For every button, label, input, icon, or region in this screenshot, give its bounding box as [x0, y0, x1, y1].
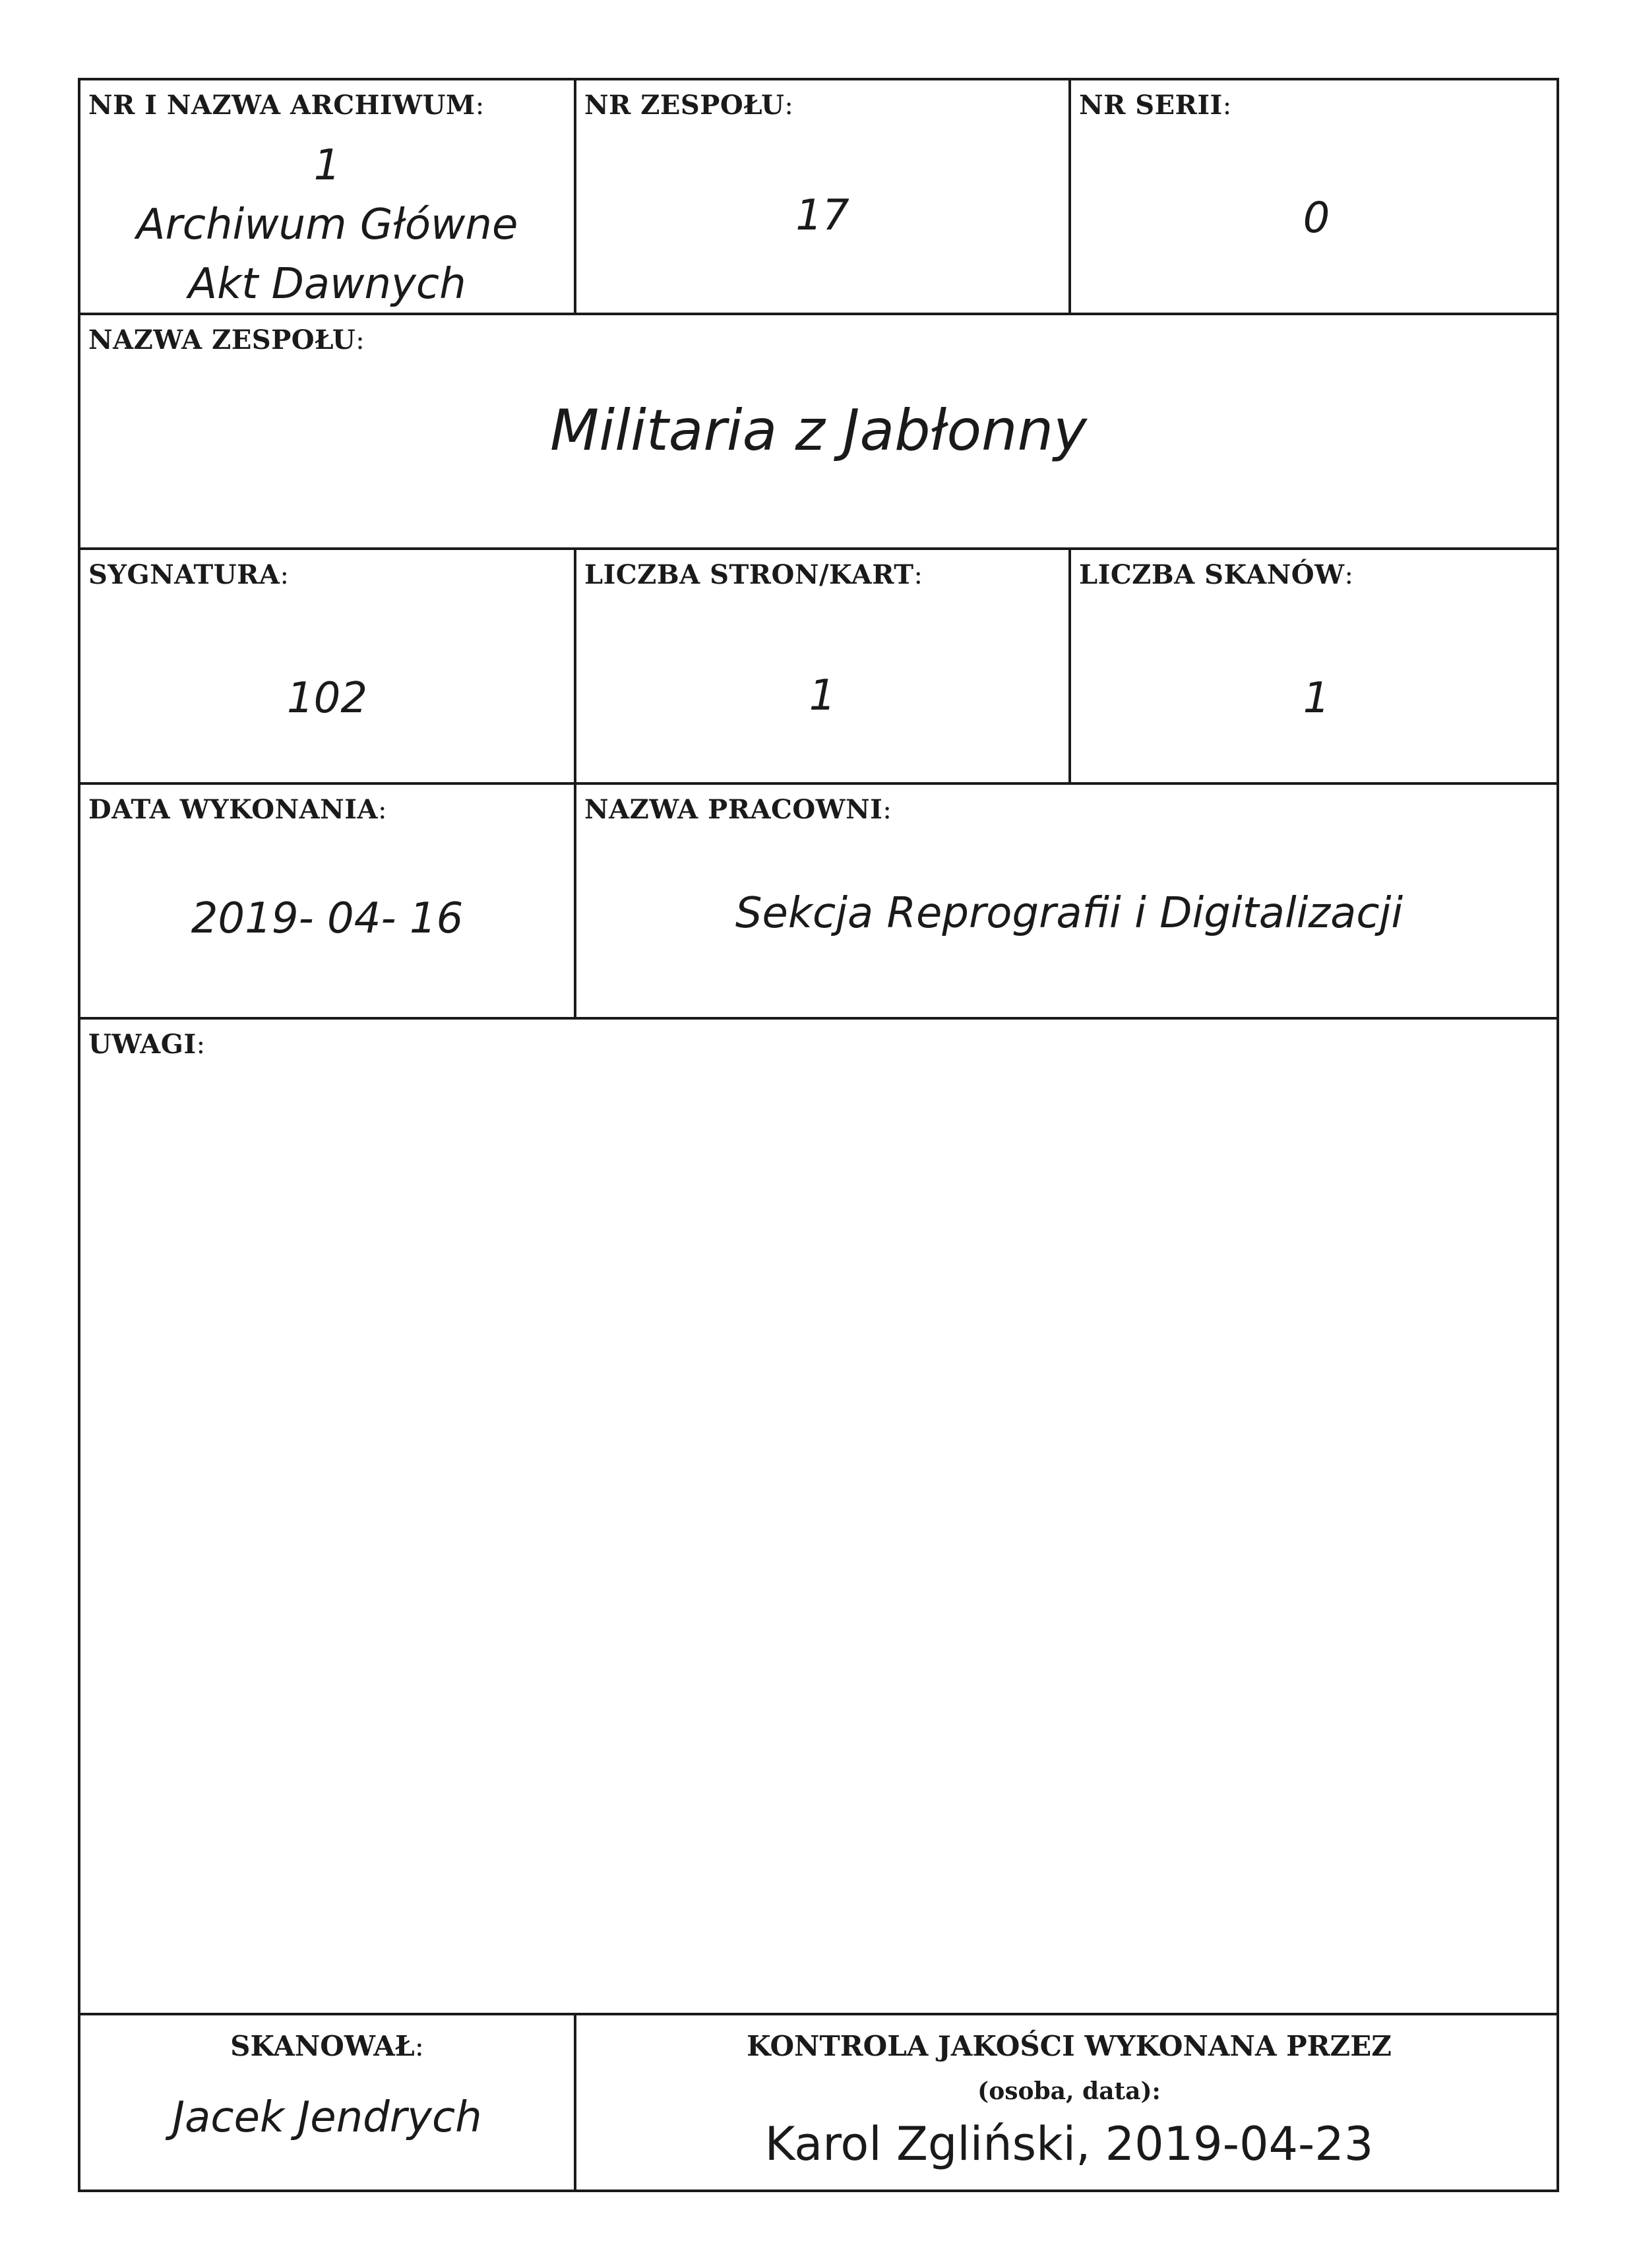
archive-label-text: NR I NAZWA ARCHIWUM	[88, 90, 476, 121]
row-fonds-name	[80, 315, 1557, 550]
archive-label: NR I NAZWA ARCHIWUM:	[88, 90, 485, 121]
archive-name-line1: Archiwum Główne	[136, 200, 518, 249]
remarks-label-text: UWAGI	[88, 1029, 197, 1060]
scans-count-value: 1	[1303, 674, 1330, 723]
row-date-workshop	[80, 785, 1557, 1020]
metadata-form	[78, 78, 1559, 2192]
row-counts	[80, 550, 1557, 785]
cell-scans-count	[1068, 550, 1562, 782]
signature-label-text: SYGNATURA	[88, 559, 280, 590]
quality-control-label: KONTROLA JAKOŚCI WYKONANA PRZEZ	[747, 2030, 1392, 2062]
row-signoff	[80, 2015, 1557, 2190]
cell-series-number	[1068, 80, 1562, 313]
pages-count-label: LICZBA STRON/KART:	[584, 559, 923, 590]
signature-label: SYGNATURA:	[88, 559, 290, 590]
cell-fonds-number	[574, 80, 1068, 313]
cell-fonds-name	[80, 315, 1557, 547]
workshop-label-text: NAZWA PRACOWNI	[584, 794, 883, 825]
workshop-value: Sekcja Reprografii i Digitalizacji	[735, 889, 1404, 938]
quality-control-sub-label-text: osoba, data	[989, 2077, 1141, 2105]
cell-workshop	[574, 785, 1562, 1017]
archive-number: 1	[313, 141, 341, 190]
scans-count-label: LICZBA SKANÓW:	[1079, 559, 1354, 590]
scanned-by-label-text: SKANOWAŁ	[230, 2030, 415, 2062]
row-archive	[80, 80, 1557, 315]
pages-count-label-text: LICZBA STRON/KART	[584, 559, 914, 590]
pages-count-value: 1	[809, 671, 836, 720]
remarks-label: UWAGI:	[88, 1029, 206, 1060]
fonds-number-label-text: NR ZESPOŁU	[584, 90, 785, 121]
quality-control-sub-label: (osoba, data):	[977, 2077, 1161, 2105]
fonds-name-label-text: NAZWA ZESPOŁU	[88, 324, 356, 355]
series-number-label-text: NR SERII	[1079, 90, 1223, 121]
scans-count-label-text: LICZBA SKANÓW	[1079, 559, 1345, 590]
cell-scanned-by	[80, 2015, 574, 2190]
fonds-name-label: NAZWA ZESPOŁU:	[88, 324, 365, 355]
archive-name-line2: Akt Dawnych	[188, 260, 466, 309]
cell-archive	[80, 80, 574, 313]
cell-execution-date	[80, 785, 574, 1017]
quality-control-value: Karol Zgliński, 2019-04-23	[764, 2117, 1374, 2171]
fonds-name-value: Militaria z Jabłonny	[550, 398, 1087, 464]
cell-signature	[80, 550, 574, 782]
scanned-by-label: SKANOWAŁ:	[230, 2030, 424, 2062]
cell-pages-count	[574, 550, 1068, 782]
fonds-number-value: 17	[795, 191, 849, 240]
fonds-number-label: NR ZESPOŁU:	[584, 90, 794, 121]
workshop-label: NAZWA PRACOWNI:	[584, 794, 892, 825]
series-number-label: NR SERII:	[1079, 90, 1232, 121]
scanned-by-value: Jacek Jendrych	[172, 2093, 482, 2142]
row-remarks	[80, 1020, 1557, 2015]
execution-date-label-text: DATA WYKONANIA	[88, 794, 378, 825]
signature-value: 102	[286, 674, 368, 723]
cell-quality-control	[574, 2015, 1562, 2190]
cell-remarks	[80, 1020, 1557, 2013]
series-number-value: 0	[1303, 194, 1330, 243]
execution-date-value: 2019- 04- 16	[191, 894, 464, 943]
execution-date-label: DATA WYKONANIA:	[88, 794, 387, 825]
